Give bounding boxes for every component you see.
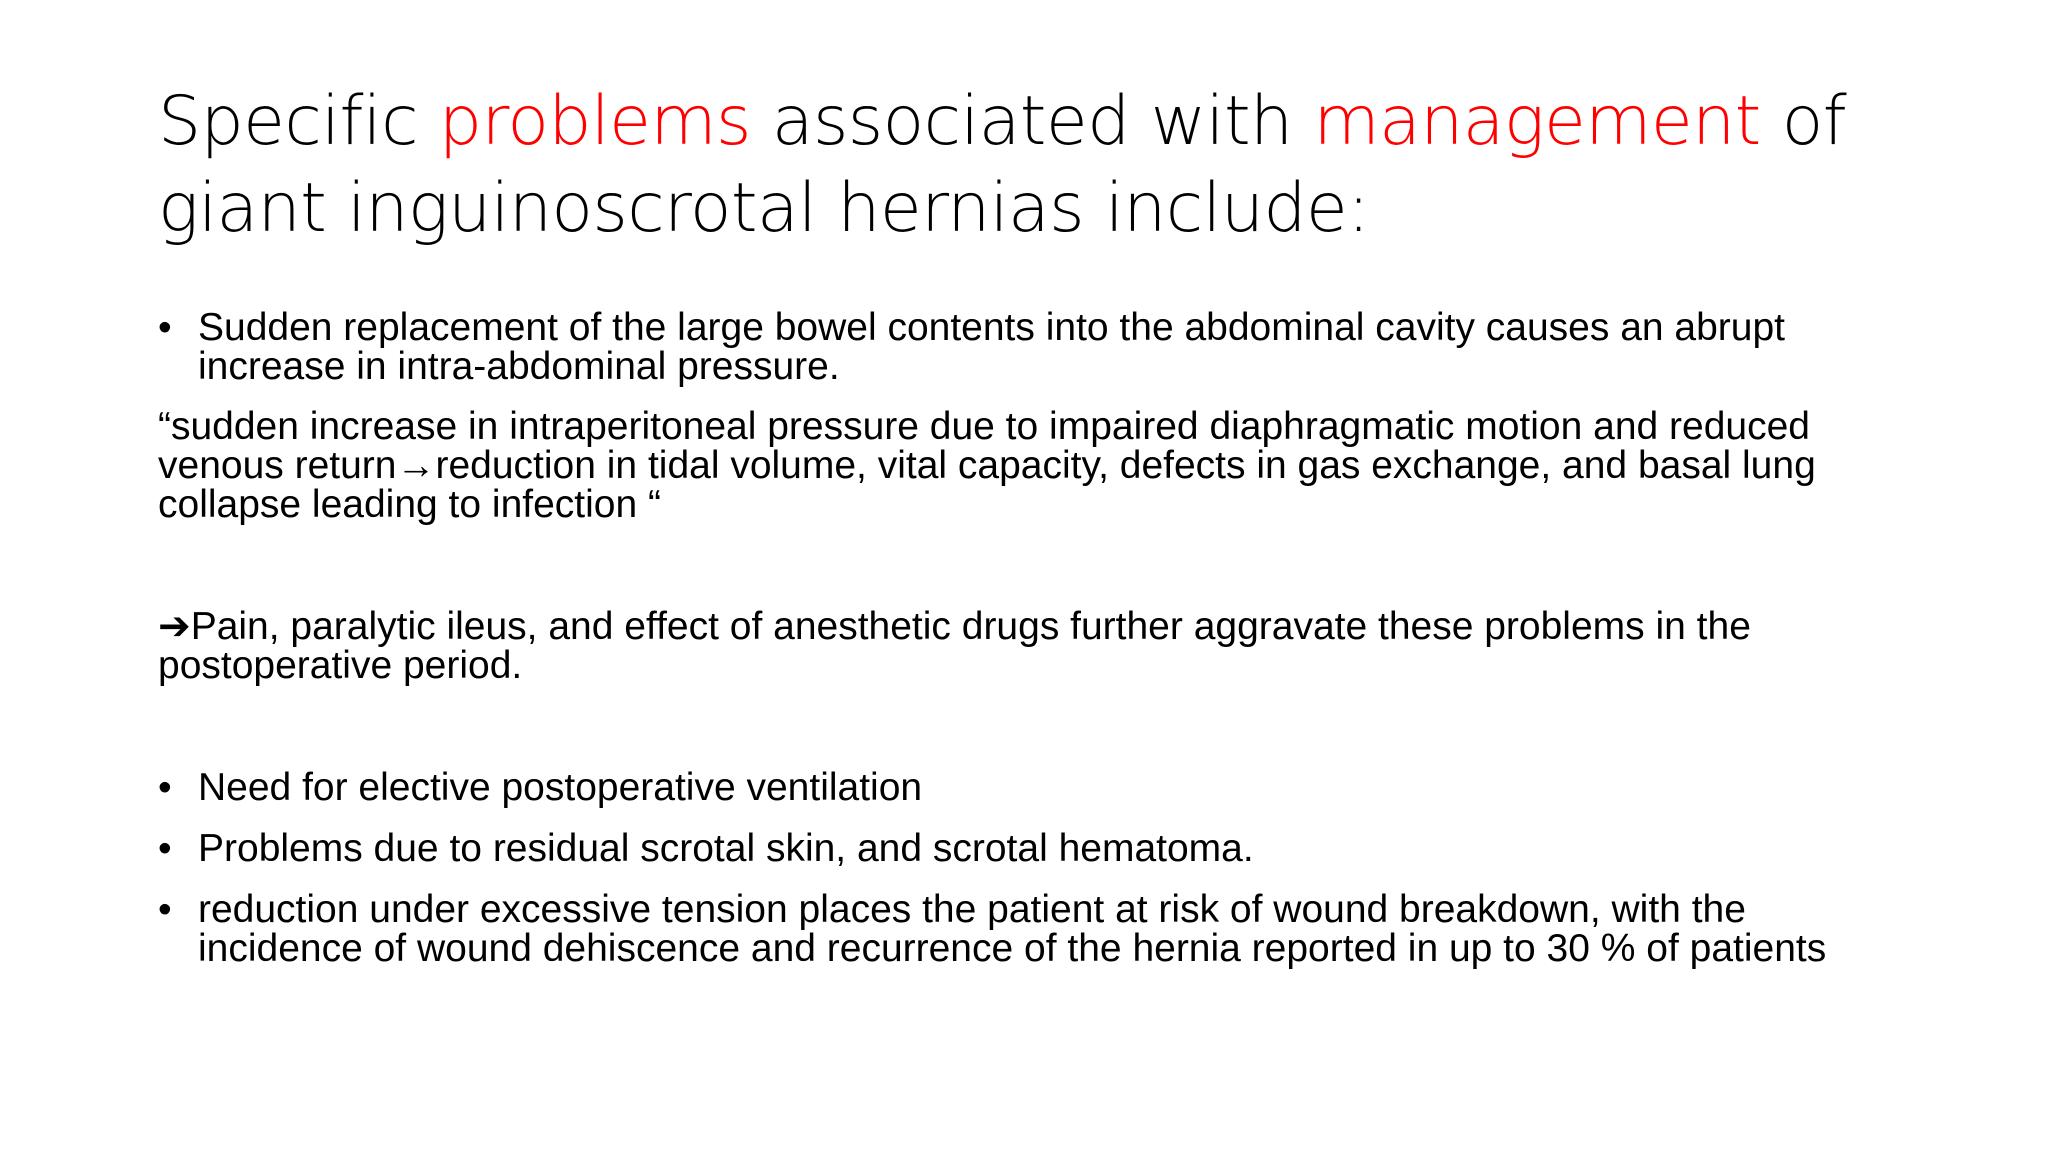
bullet-dot: • — [158, 827, 172, 870]
bold-arrow-icon: ➔ — [158, 605, 191, 648]
bullet-item — [158, 829, 1898, 868]
bullet-dot: • — [158, 766, 172, 809]
quote-paragraph — [158, 407, 1898, 524]
slide-title — [158, 78, 1958, 252]
quote-text-before: “sudden increase in intraperitoneal pressure due to impaired diaphragmatic motion and reduced venous return — [158, 405, 1810, 487]
bullet-item — [158, 890, 1898, 968]
title-text-2: associated with — [750, 82, 1314, 161]
slide-body — [158, 308, 1898, 968]
pain-text: Pain, paralytic ileus, and effect of anesthetic drugs further aggravate these problems in the postoperative period. — [158, 605, 1751, 687]
bullet-dot: • — [158, 888, 172, 931]
bullet-item — [158, 768, 1898, 807]
bullet-text: Sudden replacement of the large bowel contents into the abdominal cavity causes an abrupt increase in intra-abdominal pressure. — [198, 306, 1786, 388]
title-highlight-management: management — [1313, 82, 1761, 161]
quote-text-after: reduction in tidal volume, vital capacity, defects in gas exchange, and basal lung collapse leading to infection “ — [158, 444, 1816, 526]
bullet-item — [158, 308, 1898, 386]
bullet-text: reduction under excessive tension places the patient at risk of wound breakdown, with the incidence of wound dehiscence and recurrence of the hernia reported in up to 30 % of patients — [198, 888, 1827, 970]
title-highlight-problems: problems — [438, 82, 751, 161]
right-arrow-icon: → — [396, 444, 436, 487]
title-text-1: Specific — [158, 82, 439, 161]
bullet-text: Problems due to residual scrotal skin, and scrotal hematoma. — [198, 827, 1254, 870]
title-text-3: of giant inguinoscrotal hernias include: — [158, 82, 1847, 248]
pain-paragraph — [158, 607, 1898, 685]
bullet-text: Need for elective postoperative ventilation — [198, 766, 923, 809]
bullet-dot: • — [158, 306, 172, 349]
